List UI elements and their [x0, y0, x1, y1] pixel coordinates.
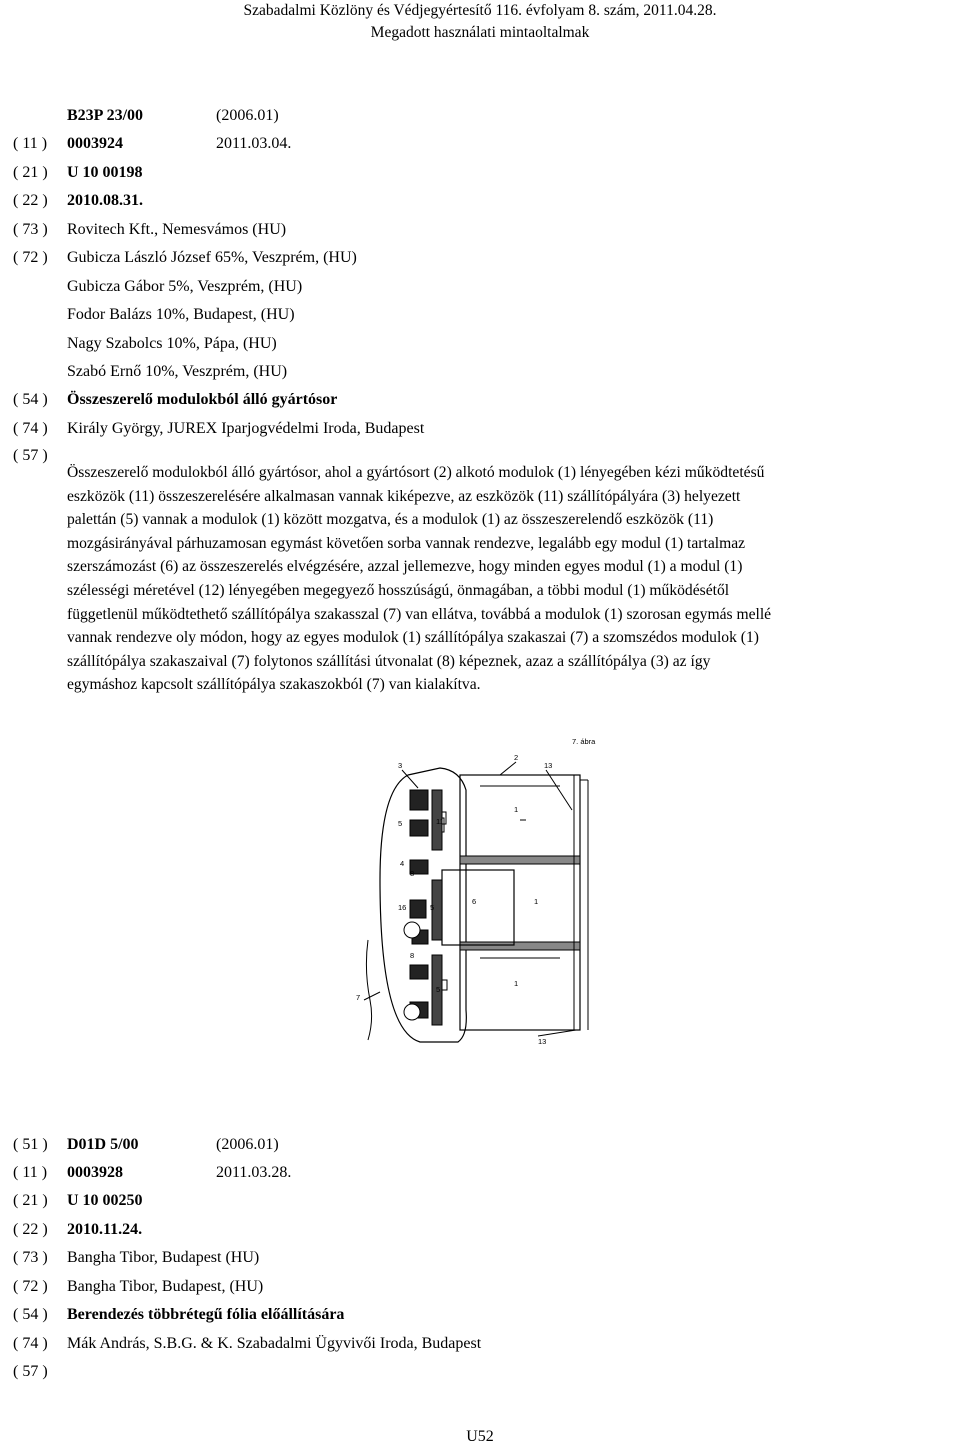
journal-header: Szabadalmi Közlöny és Védjegyértesítő 116. évfolyam 8. szám, 2011.04.28. — [243, 2, 717, 19]
agent: Mák András, S.B.G. & K. Szabadalmi Ügyvivői Iroda, Budapest — [67, 1335, 482, 1352]
inid-code: ( 74 ) — [13, 420, 48, 437]
figure-label: 2 — [514, 753, 519, 762]
inventor: Gubicza Gábor 5%, Veszprém, (HU) — [67, 278, 303, 295]
assembly-line-drawing — [340, 730, 620, 1050]
figure-label: 1 — [514, 979, 519, 988]
inid-code: ( 74 ) — [13, 1335, 48, 1352]
inid-code: ( 22 ) — [13, 192, 48, 209]
inid-code: ( 11 ) — [13, 1164, 48, 1181]
inid-code: ( 54 ) — [13, 1306, 48, 1323]
owner — [67, 220, 286, 240]
abstract — [67, 461, 895, 697]
owner-suffix: ft., Nemesvámos (HU) — [140, 221, 287, 238]
abstract-line: szállítópálya szakaszaival (7) folytonos szállítási útvonalat (8) képeznek, azaz a szállítópálya (3) az így — [67, 652, 711, 670]
inid-code: ( 72 ) — [13, 249, 48, 266]
figure-label: 11 — [436, 817, 444, 826]
inid-code: ( 22 ) — [13, 1221, 48, 1238]
abstract-line: palettán (5) vannak a modulok (1) között mozgatva, és a modulok (1) az összeszerelendő eszközök (11) — [67, 511, 714, 529]
ipc-date: (2006.01) — [216, 1136, 279, 1153]
inid-code: ( 73 ) — [13, 1249, 48, 1266]
figure-label: 8 — [410, 951, 415, 960]
abstract-line: függetlenül működtethető szállítópálya szakasszal (7) van ellátva, továbbá a modulok (1) szorosan egymás mellé — [67, 605, 772, 623]
inid-code: ( 54 ) — [13, 391, 48, 408]
inventor: Gubicza László József 65%, Veszprém, (HU) — [67, 249, 357, 266]
figure-label: 1 — [534, 897, 539, 906]
figure-label: 6 — [472, 897, 477, 906]
figure-label: 5 — [430, 903, 435, 912]
section-header: Megadott használati mintaoltalmak — [370, 24, 590, 41]
abstract-line: Összeszerelő modulokból álló gyártósor, ahol a gyártósort (2) alkotó modulok (1) lényegében kézi működtetésű — [67, 464, 765, 481]
registration-number: 0003924 — [67, 135, 123, 152]
registration-number: 0003928 — [67, 1164, 123, 1181]
figure-label: 3 — [398, 761, 403, 770]
utility-model-title: Berendezés többrétegű fólia előállítására — [67, 1306, 345, 1323]
inid-code: ( 21 ) — [13, 1192, 48, 1209]
inid-code: ( 57 ) — [13, 1363, 48, 1380]
inventor: Bangha Tibor, Budapest, (HU) — [67, 1278, 264, 1295]
utility-model-title: Összeszerelő modulokból álló gyártósor — [67, 391, 338, 408]
abstract-line: szerszámozást (6) az összeszerelés elvégzésére, azzal jellemezve, hogy minden egyes modul (1) a modul (1) — [67, 558, 743, 576]
inid-code: ( 73 ) — [13, 221, 48, 238]
registration-date: 2011.03.04. — [216, 135, 292, 152]
owner-prefix: Rovitech K — [67, 221, 141, 238]
abstract-line: szélességi méretével (12) lényegében megegyező hosszúságú, önmagában, a többi modul (1) működésétől — [67, 581, 730, 599]
ipc-code: B23P 23/00 — [67, 107, 144, 124]
inid-code: ( 57 ) — [13, 447, 48, 464]
abstract-line: eszközök (11) összeszerelésére alkalmasan vannak kiképezve, az eszközök (11) szállítópályára (3) helyezett — [67, 487, 741, 505]
figure-label: 8 — [410, 869, 415, 878]
filing-date: 2010.08.31. — [67, 192, 143, 209]
inventor: Nagy Szabolcs 10%, Pápa, (HU) — [67, 335, 277, 352]
abstract-line: vannak rendezve oly módon, hogy az egyes modulok (1) szállítópálya szakaszai (7) a szomszédos modulok (1) — [67, 629, 759, 647]
inid-code: ( 72 ) — [13, 1278, 48, 1295]
figure-label: 5 — [398, 819, 403, 828]
page-number: U52 — [466, 1428, 494, 1445]
application-number: U 10 00250 — [67, 1192, 143, 1209]
inventor: Fodor Balázs 10%, Budapest, (HU) — [67, 306, 295, 323]
figure-label: 5 — [436, 985, 441, 994]
registration-date: 2011.03.28. — [216, 1164, 292, 1181]
ipc-date: (2006.01) — [216, 107, 279, 124]
application-number: U 10 00198 — [67, 164, 143, 181]
figure-label: 13 — [538, 1037, 547, 1046]
figure-caption: 7. ábra — [572, 737, 596, 746]
inid-code: ( 21 ) — [13, 164, 48, 181]
ipc-code: D01D 5/00 — [67, 1136, 139, 1153]
abstract-line: egymáshoz kapcsolt szállítópálya szakaszokból (7) van kialakítva. — [67, 676, 481, 694]
inid-code: ( 11 ) — [13, 135, 48, 152]
inventor: Szabó Ernő 10%, Veszprém, (HU) — [67, 363, 288, 380]
figure-label: 4 — [400, 859, 405, 868]
figure-label: 16 — [398, 903, 407, 912]
owner: Bangha Tibor, Budapest (HU) — [67, 1249, 260, 1266]
figure-label: 1 — [514, 805, 519, 814]
abstract-line: mozgásirányával párhuzamosan egymást követően sorba vannak rendezve, legalább egy modul (1) tartalmaz — [67, 534, 746, 552]
inid-code: ( 51 ) — [13, 1136, 48, 1153]
figure-label: 13 — [544, 761, 553, 770]
agent: Király György, JUREX Iparjogvédelmi Iroda, Budapest — [67, 420, 425, 437]
figure-label: 7 — [356, 993, 361, 1002]
filing-date: 2010.11.24. — [67, 1221, 143, 1238]
